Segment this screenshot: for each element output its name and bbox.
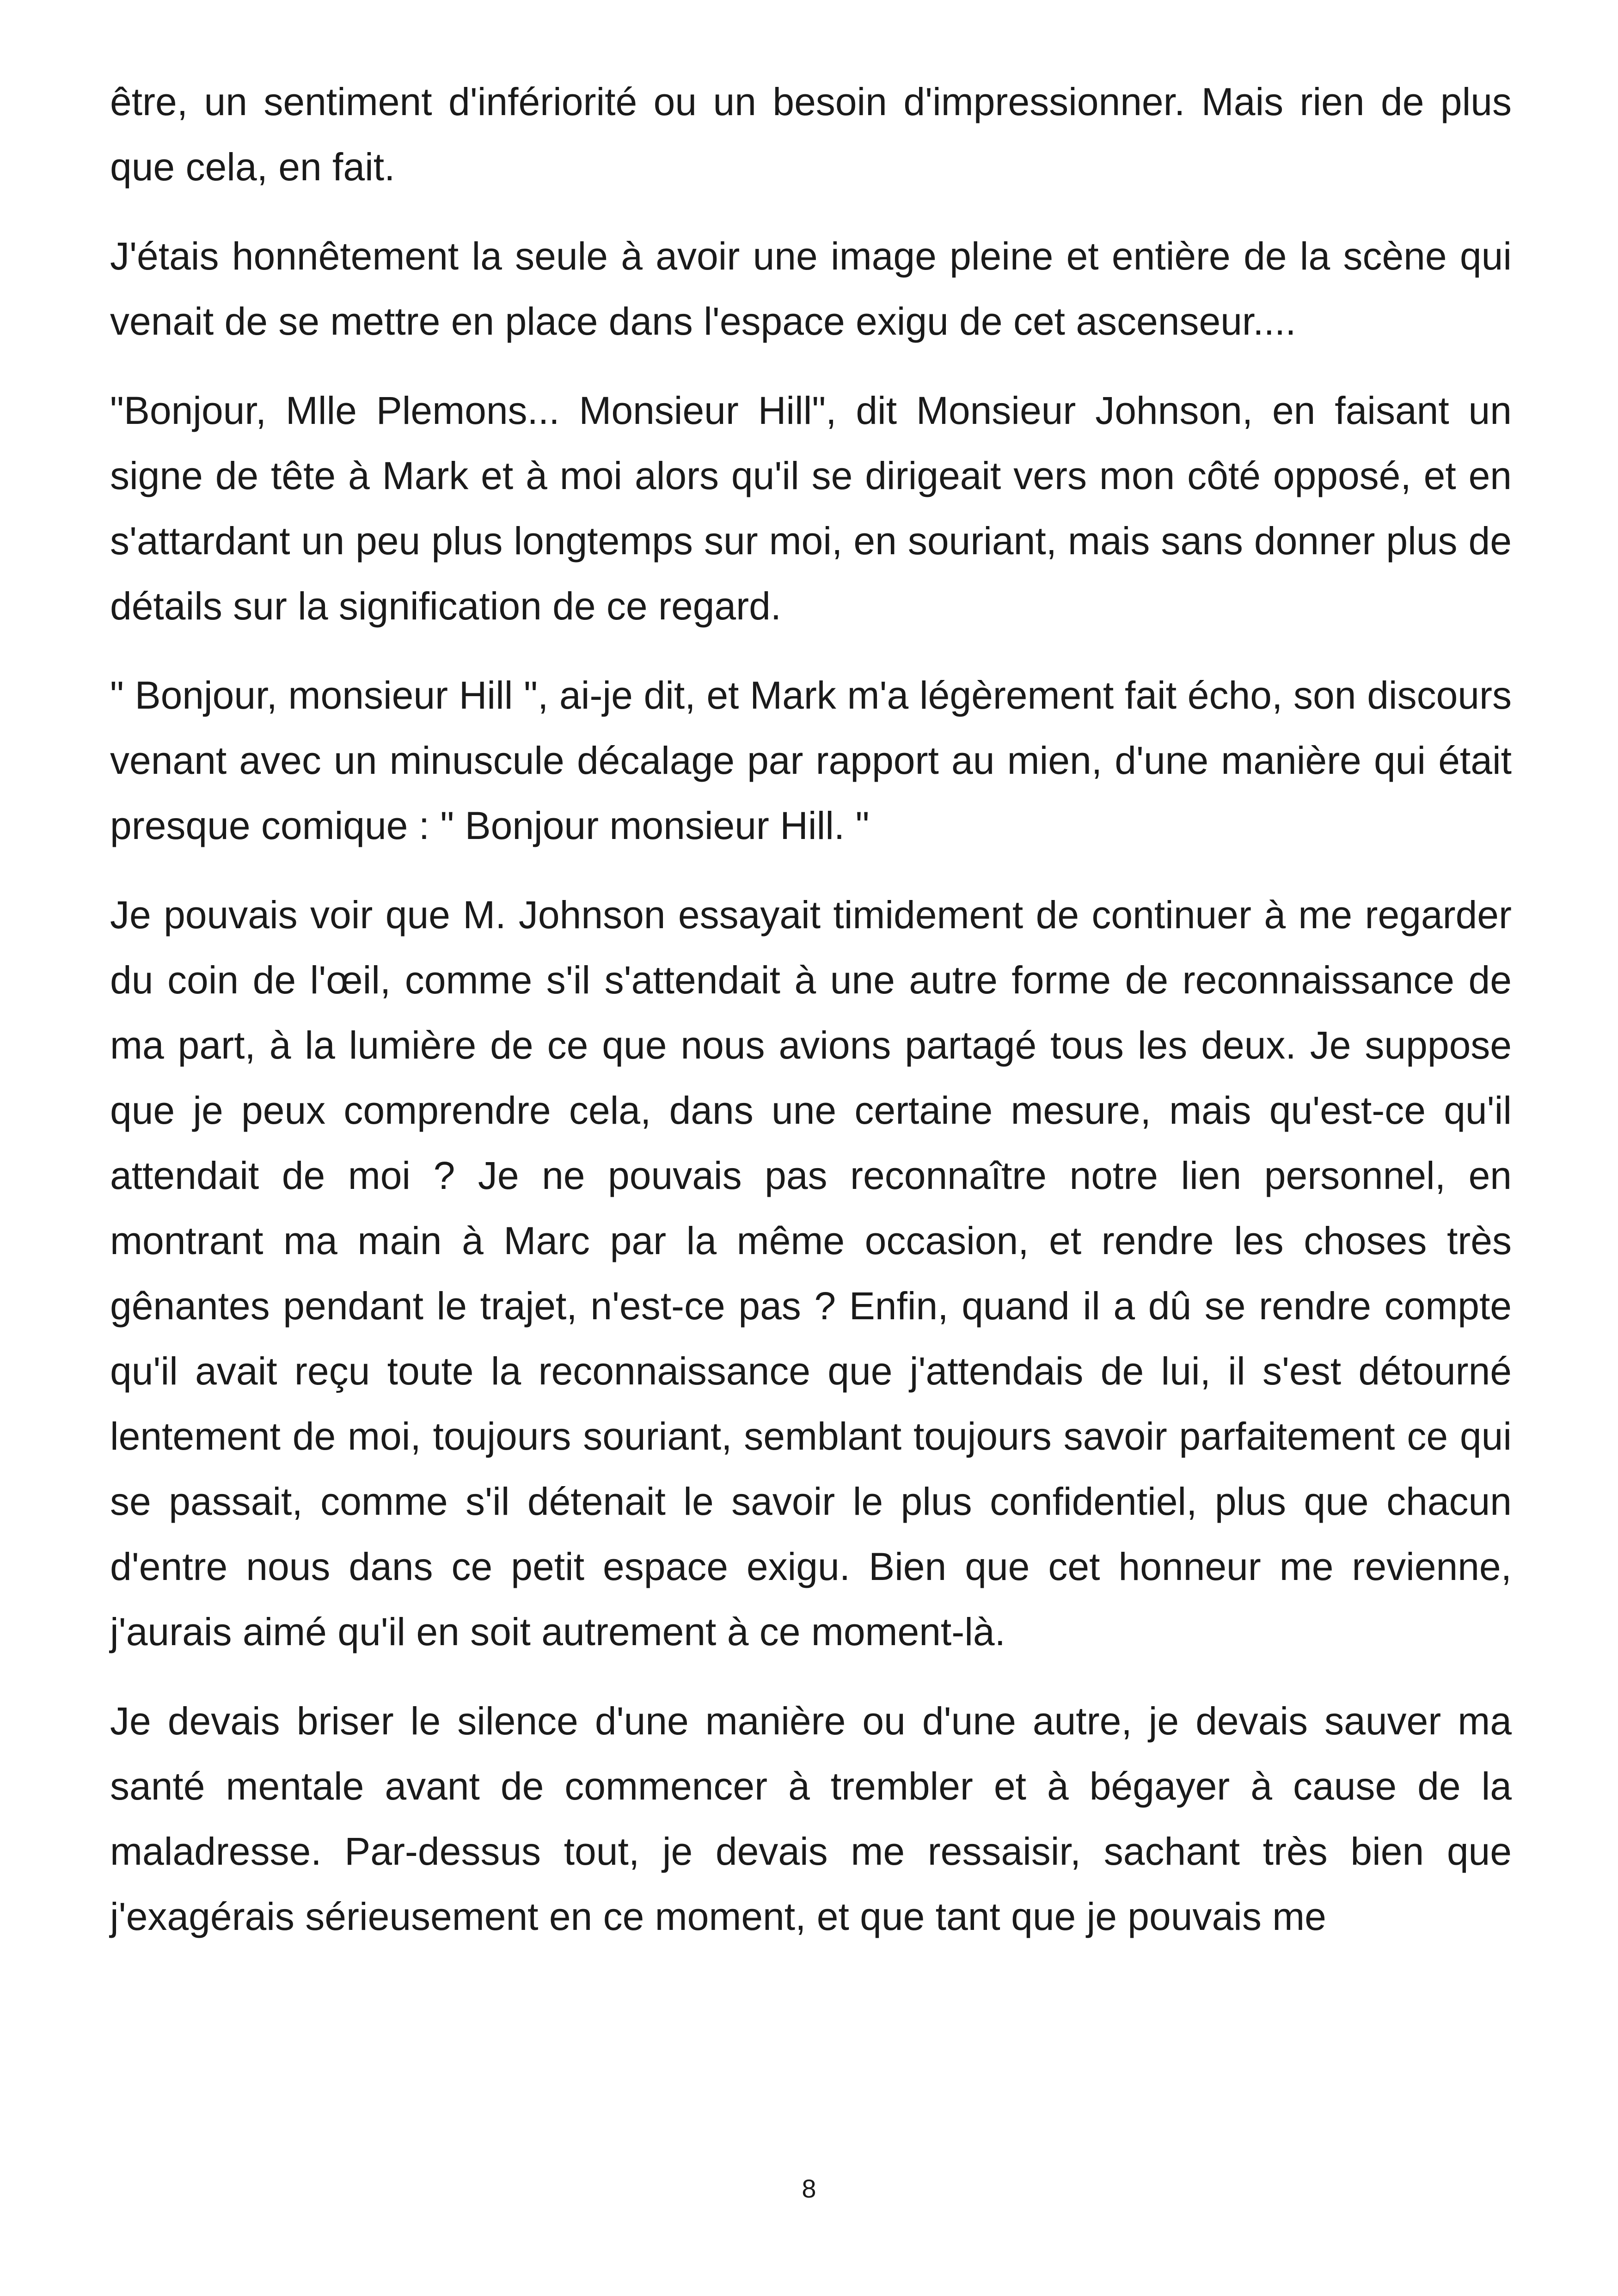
paragraph-1: être, un sentiment d'infériorité ou un besoin d'impressionner. Mais rien de plus que cela, en fait.	[110, 80, 1512, 189]
paragraph-3: "Bonjour, Mlle Plemons... Monsieur Hill", dit Monsieur Johnson, en faisant un signe de tête à Mark et à moi alors qu'il se dirigeait vers mon côté opposé, et en s'attardant un peu plus longtemps sur moi, en souriant, mais sans donner plus de détails sur la signification de ce regard.	[110, 389, 1512, 628]
page-number: 8	[802, 2174, 816, 2203]
paragraph-4: " Bonjour, monsieur Hill ", ai-je dit, et Mark m'a légèrement fait écho, son discours venant avec un minuscule décalage par rapport au mien, d'une manière qui était presque comique : " Bonjour monsieur Hill. "	[110, 673, 1512, 847]
paragraph-6: Je devais briser le silence d'une manière ou d'une autre, je devais sauver ma santé mentale avant de commencer à trembler et à bégayer à cause de la maladresse. Par-dessus tout, je devais me ressaisir, sachant très bien que j'exagérais sérieusement en ce moment, et que tant que je pouvais me	[110, 1699, 1512, 1938]
paragraph-2: J'étais honnêtement la seule à avoir une image pleine et entière de la scène qui venait de se mettre en place dans l'espace exigu de cet ascenseur....	[110, 234, 1512, 343]
paragraph-5: Je pouvais voir que M. Johnson essayait timidement de continuer à me regarder du coin de l'œil, comme s'il s'attendait à une autre forme de reconnaissance de ma part, à la lumière de ce que nous avions partagé tous les deux. Je suppose que je peux comprendre cela, dans une certaine mesure, mais qu'est-ce qu'il attendait de moi ? Je ne pouvais pas reconnaître notre lien personnel, en montrant ma main à Marc par la même occasion, et rendre les choses très gênantes pendant le trajet, n'est-ce pas ? Enfin, quand il a dû se rendre compte qu'il avait reçu toute la reconnaissance que j'attendais de lui, il s'est détourné lentement de moi, toujours souriant, semblant toujours savoir parfaitement ce qui se passait, comme s'il détenait le savoir le plus confidentiel, plus que chacun d'entre nous dans ce petit espace exigu. Bien que cet honneur me revienne, j'aurais aimé qu'il en soit autrement à ce moment-là.	[110, 893, 1512, 1653]
body-text	[110, 69, 1512, 1973]
